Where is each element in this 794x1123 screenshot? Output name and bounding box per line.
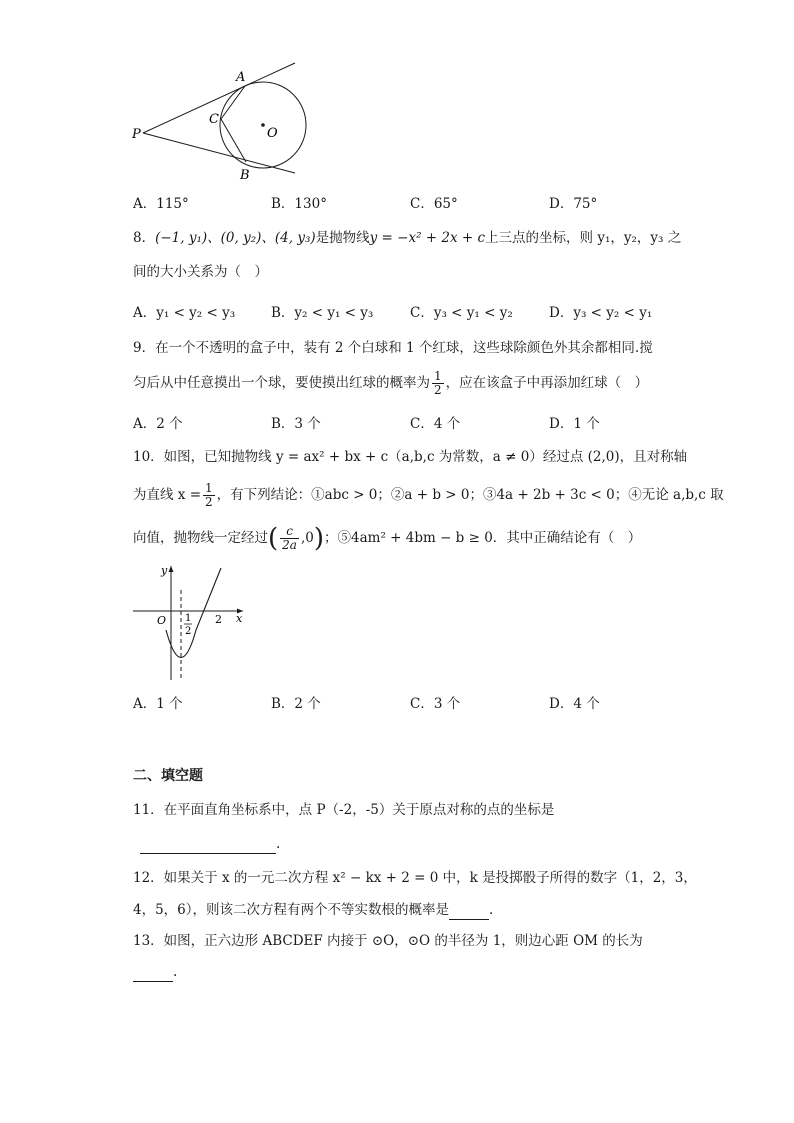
q9-option-d[interactable]: D．1 个 — [549, 416, 600, 432]
q9-option-c[interactable]: C．4 个 — [410, 416, 461, 432]
parabola-curve — [166, 568, 221, 658]
origin-label: O — [157, 614, 167, 627]
q8-stem-line1: 8．(−1, y₁)、(0, y₂)、(4, y₃)是抛物线y = −x² + 2x + c上三点的坐标，则 y₁，y₂，y₃ 之 — [133, 230, 682, 246]
q10-option-d[interactable]: D．4 个 — [549, 696, 600, 712]
label-b: B — [240, 168, 250, 183]
y-axis-arrow — [169, 566, 174, 572]
q12-stem-line1: 12．如果关于 x 的一元二次方程 x² − kx + 2 = 0 中，k 是投掷骰子所得的数字（1，2，3， — [133, 870, 697, 886]
center-o-dot — [261, 123, 265, 127]
half-num-label: 1 — [185, 613, 192, 624]
x-axis-label: x — [236, 612, 243, 625]
q13-answer-line: . — [133, 962, 177, 982]
q11-answer-blank[interactable] — [140, 837, 276, 854]
q10-option-b[interactable]: B．2 个 — [271, 696, 321, 712]
q10-stem-line2: 为直线 x = $\frac{1}{2}$ ，有下列结论：①abc > 0；②a + b > 0；③4a + 2b + 3c < 0；④无论 a,b,c 取 — [133, 481, 724, 509]
label-c: C — [209, 112, 219, 127]
q7-option-a[interactable]: A．115° — [133, 196, 189, 212]
y-axis-label: y — [161, 564, 168, 577]
tangent-pa — [143, 63, 295, 133]
q10-point-fraction: $\frac{c}{2a}$ — [282, 524, 297, 552]
q13-answer-blank[interactable] — [133, 965, 173, 982]
q7-option-b[interactable]: B．130° — [271, 196, 327, 212]
q8-points: (−1, y₁)、(0, y₂)、(4, y₃) — [155, 230, 316, 246]
q7-circle-figure — [125, 55, 315, 185]
q11-stem-line1: 11．在平面直角坐标系中，点 P（-2，-5）关于原点对称的点的坐标是 — [133, 802, 555, 818]
q10-stem-line1: 10．如图，已知抛物线 y = ax² + bx + c（a,b,c 为常数，a ≠ 0）经过点 (2,0)，且对称轴 — [133, 449, 688, 465]
half-den-label: 2 — [185, 626, 192, 637]
q8-option-c[interactable]: C．y₃ < y₁ < y₂ — [410, 305, 513, 321]
q9-option-b[interactable]: B．3 个 — [271, 416, 321, 432]
two-label: 2 — [215, 613, 222, 626]
q7-option-c[interactable]: C．65° — [410, 196, 458, 212]
section-title-fill-in: 二、填空题 — [133, 768, 203, 784]
q8-option-d[interactable]: D．y₃ < y₂ < y₁ — [549, 305, 653, 321]
q10-stem-line3: 向值，抛物线一定经过( $\frac{c}{2a}$ ,0)；⑤4am² + 4bm − b ≥ 0．其中正确结论有（ ） — [133, 523, 642, 554]
label-a: A — [236, 70, 246, 85]
q11-answer-line: . — [140, 834, 280, 854]
q13-stem-line1: 13．如图，正六边形 ABCDEF 内接于 ⊙O，⊙O 的半径为 1，则边心距 OM 的长为 — [133, 933, 643, 949]
q12-stem-line2: 4，5，6），则该二次方程有两个不等实数根的概率是 . — [133, 902, 494, 918]
chord-ac — [221, 86, 245, 119]
q8-stem-line2: 间的大小关系为（ ） — [133, 264, 268, 280]
q9-probability-fraction: $\frac{1}{2}$ — [434, 369, 442, 397]
q12-answer-blank[interactable] — [449, 903, 489, 920]
label-p: P — [132, 127, 141, 142]
q8-parabola-eq: y = −x² + 2x + c — [369, 230, 486, 246]
q7-option-d[interactable]: D．75° — [549, 196, 598, 212]
q9-stem-line1: 9．在一个不透明的盒子中，装有 2 个白球和 1 个红球，这些球除颜色外其余都相同.搅 — [133, 340, 653, 356]
chord-cb — [221, 119, 246, 162]
label-o: O — [267, 126, 278, 141]
q10-option-a[interactable]: A．1 个 — [133, 696, 183, 712]
q10-option-c[interactable]: C．3 个 — [410, 696, 461, 712]
q9-option-a[interactable]: A．2 个 — [133, 416, 183, 432]
q8-option-b[interactable]: B．y₂ < y₁ < y₃ — [271, 305, 374, 321]
q10-axis-fraction: $\frac{1}{2}$ — [205, 481, 213, 509]
q9-stem-line2: 匀后从中任意摸出一个球，要使摸出红球的概率为 $\frac{1}{2}$ ，应在该盒子中再添加红球（ ） — [133, 369, 649, 397]
q10-parabola-graph — [125, 560, 250, 685]
q8-option-a[interactable]: A．y₁ < y₂ < y₃ — [133, 305, 236, 321]
